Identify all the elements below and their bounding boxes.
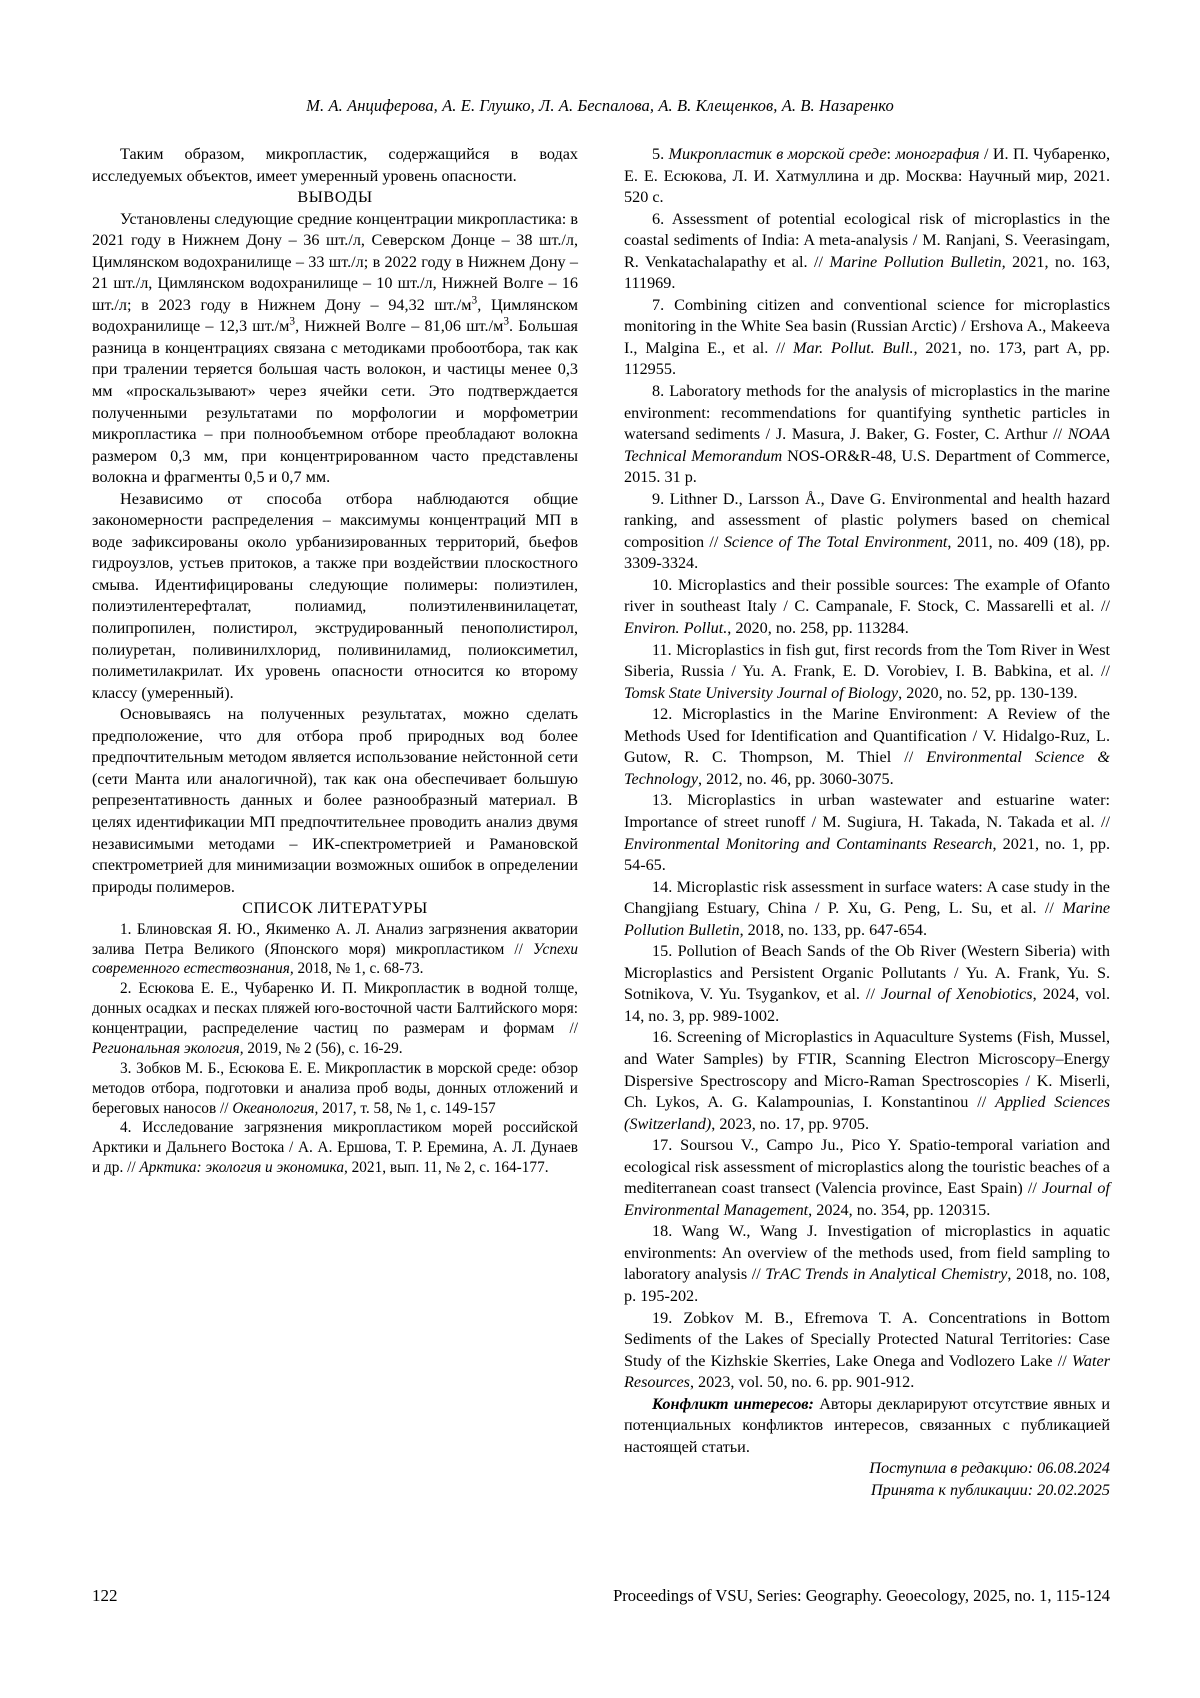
- two-column-body: [92, 144, 1110, 1501]
- reference-text: 2018, № 1, с. 68-73.: [293, 960, 424, 978]
- reference-text: , 2023, vol. 50, no. 6. pp. 901-912.: [689, 1373, 915, 1392]
- sup-3c: 3: [503, 315, 509, 328]
- references-list-left: [92, 920, 578, 1178]
- conflict-label: Конфликт интересов:: [652, 1394, 814, 1413]
- conclusions-paragraph-3: Основываясь на полученных результатах, можно сделать предположение, что для отбора проб природных вод более предпочтительным методом является использование нейстонной сети (сети Манта или аналогичной), так как она обеспечивает большую репрезентативность данных и более разнообразный материал. В целях идентификации МП предпочтительнее проводить анализ двумя независимыми методами – ИК-спектрометрией и Рамановской спектрометрией для минимизации возможных ошибок в определении природы полимеров.: [92, 705, 578, 896]
- reference-text: 2. Есюкова Е. Е., Чубаренко И. П. Микропластик в водной толще, донных осадках и песках пляжей юго-восточной части Балтийского моря: концентрации, распределение частиц по размерам и формам //: [92, 980, 578, 1038]
- reference-text: , 2018, no. 133, pp. 647-654.: [739, 920, 928, 939]
- reference-source-title: Journal of Xenobiotics: [881, 985, 1033, 1004]
- reference-text: 10. Microplastics and their possible sources: The example of Ofanto river in southeast Italy / C. Campanale, F. Stock, C. Massarelli et al. //: [624, 575, 1110, 616]
- reference-item: [92, 1118, 578, 1178]
- reference-text: , 2012, no. 46, pp. 3060-3075.: [698, 769, 894, 788]
- reference-text: 16. Screening of Microplastics in Aquaculture Systems (Fish, Mussel, and Water Samples) by FTIR, Scanning Electron Microscopy–Energy Dispersive Spectroscopy and Micro-Raman Spectroscopies / K. Miserli, Ch. Lykos, A. G. Kalampounias, I. Konstantinou //: [624, 1028, 1110, 1112]
- reference-text: 18. Wang W., Wang J. Investigation of microplastics in aquatic environments: An overview of the methods used, from field sampling to laboratory analysis //: [624, 1222, 1110, 1284]
- reference-source-title: Арктика: экология и экономика,: [139, 1159, 348, 1177]
- journal-source-line: Proceedings of VSU, Series: Geography. Geoecology, 2025, no. 1, 115-124: [613, 1586, 1110, 1605]
- reference-source-title: Микропластик в морской среде: [668, 145, 887, 163]
- reference-item: [624, 1027, 1110, 1135]
- reference-text: , 2023, no. 17, pp. 9705.: [711, 1114, 870, 1133]
- reference-text: 5.: [652, 145, 669, 163]
- reference-text: , 2020, no. 258, pp. 113284.: [727, 619, 909, 638]
- reference-text: , 2021, no. 1, pp. 54-65.: [624, 834, 1110, 875]
- received-date: Поступила в редакцию: 06.08.2024: [869, 1459, 1110, 1478]
- reference-item: [624, 144, 1110, 209]
- reference-source-title: TrAC Trends in Analytical Chemistry: [765, 1265, 1008, 1284]
- references-list-right: [624, 144, 1110, 1394]
- reference-item: [624, 1221, 1110, 1307]
- reference-source-title: NOAA Technical Memorandum: [624, 425, 1110, 465]
- conflict-of-interest: [624, 1394, 1110, 1459]
- reference-text: 2021, no. 173, part A, pp. 112955.: [624, 338, 1110, 379]
- reference-text: , 2024, vol. 14, no. 3, pp. 989-1002.: [624, 985, 1110, 1025]
- reference-text: , 2020, no. 52, pp. 130-139.: [898, 683, 1078, 702]
- reference-item: [624, 209, 1110, 295]
- reference-source-title: Environmental Science & Technology: [624, 748, 1110, 788]
- conclusions-p1-b: , Цимлянском водохранилище – 12,3 шт./м: [92, 295, 578, 336]
- reference-text: 1. Блиновская Я. Ю., Якименко А. Л. Анализ загрязнения акватории залива Петра Великого (Японского моря) микропластиком //: [92, 920, 578, 958]
- reference-item: [92, 920, 578, 980]
- accepted-date: Принята к публикации: 20.02.2025: [870, 1480, 1110, 1499]
- reference-text: 13. Microplastics in urban wastewater and estuarine water: Importance of street runoff / M. Sugiura, H. Takada, N. Takada et al. //: [624, 791, 1110, 831]
- reference-text: 8. Laboratory methods for the analysis of microplastics in the marine environment: recommendations for quantifying synthetic particles in watersand sediments / J. Masura, J. Baker, G. Foster, C. Arthur //: [624, 382, 1110, 444]
- reference-source-title: Journal of Environmental Management: [624, 1179, 1110, 1219]
- reference-source-title: Marine Pollution Bulletin: [624, 899, 1110, 939]
- reference-text: 9. Lithner D., Larsson Å., Dave G. Environmental and health hazard ranking, and assessment of plastic polymers based on chemical composition //: [624, 489, 1110, 551]
- reference-text: 2019, № 2 (56), с. 16-29.: [243, 1039, 403, 1057]
- reference-text: 2017, т. 58, № 1, с. 149-157: [318, 1099, 496, 1117]
- reference-source-title: монография: [895, 145, 980, 163]
- running-head: М. А. Анциферова, А. Е. Глушко, Л. А. Беспалова, А. В. Клещенков, А. В. Назаренко: [306, 96, 894, 115]
- reference-text: 12. Microplastics in the Marine Environment: A Review of the Methods Used for Identification and Quantification / V. Hidalgo-Ruz, L. Gutow, R. C. Thompson, M. Thiel //: [624, 705, 1110, 767]
- reference-text: 11. Microplastics in fish gut, first records from the Tom River in West Siberia, Russia / Yu. A. Frank, E. D. Vorobiev, I. B. Babkina, et al. //: [624, 640, 1110, 681]
- reference-text: 6. Assessment of potential ecological risk of microplastics in the coastal sediments of India: A meta-analysis / M. Ranjani, S. Veerasingam, R. Venkatachalapathy et al. //: [624, 209, 1110, 271]
- reference-source-title: Успехи современного естествознания,: [92, 940, 578, 978]
- reference-item: [624, 489, 1110, 575]
- reference-source-title: Региональная экология,: [92, 1039, 244, 1057]
- reference-item: [624, 381, 1110, 489]
- reference-source-title: Science of The Total Environment: [723, 532, 948, 551]
- reference-text: 14. Microplastic risk assessment in surface waters: A case study in the Changjiang Estuary, China / P. Xu, G. Peng, L. Su, et al. //: [624, 877, 1110, 918]
- reference-item: [92, 1059, 578, 1119]
- reference-text: 7. Combining citizen and conventional science for microplastics monitoring in the White Sea basin (Russian Arctic) / Ershova A., Makeeva I., Malgina E., et al. //: [624, 295, 1110, 357]
- conclusions-p1-d: . Большая разница в концентрациях связана с методиками пробоотбора, так как при тралении теряется большая часть волокон, и частицы менее 0,3 мм «проскальзывают» через ячейки сети. Это подтверждается полученными результатами по морфологии и морфометрии микропластика – при полнообъемном отборе преобладают волокна размером 0,3 мм, при концентрированном часто представлены волокна и фрагменты 0,5 и 0,7 мм.: [92, 317, 578, 487]
- sup-3a: 3: [471, 294, 478, 307]
- conclusions-paragraph-1: [92, 209, 578, 489]
- page-footer: [92, 1586, 1110, 1606]
- reference-item: [92, 979, 578, 1059]
- reference-item: [624, 704, 1110, 790]
- conclusions-heading: ВЫВОДЫ: [297, 188, 373, 207]
- reference-source-title: Applied Sciences (Switzerland): [624, 1093, 1110, 1133]
- reference-text: , 2011, no. 409 (18), pp. 3309-3324.: [624, 532, 1111, 573]
- sup-3b: 3: [289, 315, 296, 328]
- reference-source-title: Marine Pollution Bulletin,: [829, 252, 1006, 271]
- right-column: [624, 144, 1110, 1501]
- reference-source-title: Tomsk State University Journal of Biology: [624, 683, 899, 702]
- reference-item: [624, 295, 1110, 381]
- reference-text: 19. Zobkov M. B., Efremova T. A. Concentrations in Bottom Sediments of the Lakes of Specially Protected Natural Territories: Case Study of the Kizhskie Skerries, Lake Onega and Vodlozero Lake //: [624, 1308, 1110, 1370]
- left-column: [92, 144, 578, 1501]
- conclusions-p1-a: Установлены следующие средние концентрации микропластика: в 2021 году в Нижнем Дону – 36 шт./л, Северском Донце – 38 шт./л, Цимлянском водохранилище – 33 шт./л; в 2022 году в Нижнем Дону – 21 шт./л, Цимлянском водохранилище – 10 шт./л, Нижней Волге – 16 шт./л; в 2023 году в Нижнем Дону – 94,32 шт./м: [92, 209, 578, 314]
- reference-text: 2021, no. 163, 111969.: [624, 252, 1111, 293]
- conclusions-paragraph-2: Независимо от способа отбора наблюдаются общие закономерности распределения – максимумы концентраций МП в воде зафиксированы около урбанизированных территорий, бьефов гидроузлов, устьев притоков, а также при воздействии плоскостного смыва. Идентифицированы следующие полимеры: полиэтилен, полиэтилентерефталат, полиамид, полиэтиленвинилацетат, полипропилен, полистирол, экструдированный пенополистирол, полиуретан, поливинилхлорид, поливиниламид, полиоксиметил, полиметилакрилат. Их уровень опасности относится ко второму классу (умеренный).: [92, 489, 578, 702]
- reference-text: , 2018, no. 108, p. 195-202.: [624, 1265, 1111, 1305]
- reference-item: [624, 640, 1110, 705]
- reference-text: 15. Pollution of Beach Sands of the Ob River (Western Siberia) with Microplastics and Persistent Organic Pollutants / Yu. A. Frank, Yu. S. Sotnikova, V. Yu. Tsygankov, et al. //: [624, 942, 1110, 1004]
- reference-text: 2021, вып. 11, № 2, с. 164-177.: [347, 1159, 549, 1177]
- reference-text: / И. П. Чубаренко, Е. Е. Есюкова, Л. И. Хатмуллина и др. Москва: Научный мир, 2021. 520 с.: [624, 145, 1111, 207]
- reference-text: 4. Исследование загрязнения микропластиком морей российской Арктики и Дальнего Востока / А. А. Ершова, Т. Р. Еремина, А. Л. Дунаев и др. //: [92, 1119, 578, 1177]
- reference-text: 3. Зобков М. Б., Есюкова Е. Е. Микропластик в морской среде: обзор методов отбора, подготовки и анализа проб воды, донных отложений и береговых наносов //: [92, 1059, 578, 1117]
- reference-source-title: Environ. Pollut.: [624, 619, 728, 638]
- conflict-text: Авторы декларируют отсутствие явных и потенциальных конфликтов интересов, связанных с публикацией настоящей статьи.: [624, 1394, 1110, 1456]
- reference-item: [624, 575, 1110, 640]
- reference-source-title: Environmental Monitoring and Contaminants Research: [624, 834, 993, 853]
- reference-text: :: [886, 145, 896, 163]
- reference-item: [624, 1308, 1110, 1394]
- reference-source-title: Water Resources: [624, 1351, 1110, 1392]
- reference-source-title: Mar. Pollut. Bull.,: [793, 338, 918, 357]
- reference-text: 17. Soursou V., Campo Ju., Pico Y. Spatio-temporal variation and ecological risk assessment of microplastics along the touristic beaches of a mediterranean coast transect (Valencia province, East Spain) //: [624, 1136, 1110, 1198]
- intro-paragraph: Таким образом, микропластик, содержащийся в водах исследуемых объектов, имеет умеренный уровень опасности.: [92, 145, 578, 185]
- reference-item: [624, 941, 1110, 1027]
- reference-source-title: Океанология,: [232, 1099, 319, 1117]
- references-heading: СПИСОК ЛИТЕРАТУРЫ: [242, 899, 428, 918]
- reference-item: [624, 1135, 1110, 1221]
- reference-item: [624, 790, 1110, 876]
- conclusions-p1-c: , Нижней Волге – 81,06 шт./м: [295, 317, 504, 336]
- page-number: 122: [92, 1586, 118, 1605]
- reference-text: , 2024, no. 354, pp. 120315.: [808, 1200, 991, 1219]
- reference-item: [624, 877, 1110, 942]
- reference-text: NOS-OR&R-48, U.S. Department of Commerce, 2015. 31 p.: [624, 446, 1110, 487]
